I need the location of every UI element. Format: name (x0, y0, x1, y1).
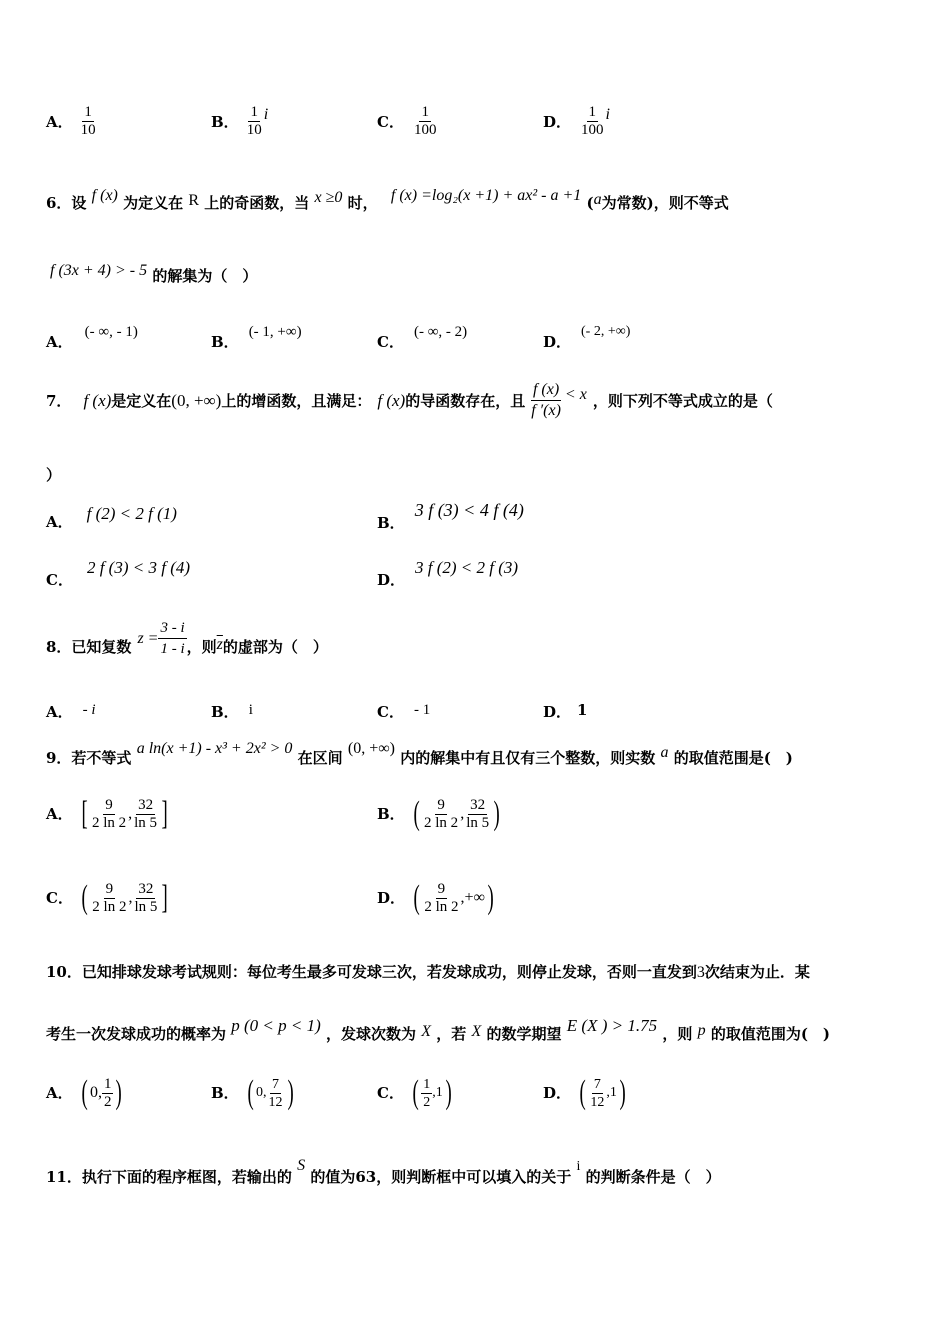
option-label: C． (377, 112, 404, 131)
q10-text: 次结束为止．某 (704, 963, 810, 981)
bracket-left: ( (413, 795, 420, 832)
option-label: B． (377, 805, 405, 823)
option-label: B． (211, 333, 239, 351)
bracket-right: ) (287, 1074, 294, 1111)
q9-option-c[interactable]: C． ( $\frac{9}{2 \ln 2}$ , $\frac{32}{\ln 5}$ ] (46, 879, 169, 916)
option-value: 3 f (3) < 4 f (4) (414, 500, 524, 520)
q9-stem (46, 740, 793, 769)
bracket-left: ( (412, 1074, 419, 1111)
q8-option-b[interactable] (211, 700, 253, 720)
q9-text: 9．若不等式 (46, 749, 132, 767)
fraction (132, 881, 159, 916)
option-value: (- 2, +∞) (581, 324, 631, 339)
denominator: 2 ln 2 (424, 898, 459, 915)
bracket-left: [ (81, 795, 88, 832)
denominator: 2 ln 2 (91, 814, 127, 831)
q6-stem-line2 (50, 262, 258, 287)
option-label: C． (46, 889, 73, 907)
q10-stem-line1 (46, 962, 810, 983)
fraction (422, 797, 460, 832)
option-value: (- ∞, - 1) (84, 323, 138, 340)
option-label: B． (211, 112, 239, 131)
denominator: 10 (80, 122, 96, 138)
bracket-right: ] (161, 795, 168, 832)
option-value: (- 1, +∞) (248, 323, 302, 340)
numerator: 1 (103, 1075, 112, 1092)
q10-option-d[interactable] (543, 1073, 628, 1113)
denominator: ln 5 (134, 898, 158, 915)
numerator: 32 (138, 880, 154, 897)
math-expression: X (421, 1023, 432, 1040)
option-value: - i (82, 701, 96, 718)
option-value: i (248, 701, 253, 718)
q7-text: 7． (46, 392, 72, 410)
fraction (132, 797, 159, 832)
math-expression: 3 (696, 964, 705, 981)
math-expression: f (x) (91, 187, 118, 204)
q6-text: 上的奇函数，当 (204, 194, 310, 212)
q9-text: 的取值范围是( ) (673, 749, 793, 767)
denominator: f ′(x) (531, 402, 561, 419)
numerator: 3 - i (158, 618, 186, 639)
q6-option-d[interactable] (543, 322, 631, 351)
q8-option-a[interactable] (46, 700, 96, 720)
imaginary-unit: i (263, 105, 269, 123)
q6-text: 为定义在 (123, 194, 184, 212)
option-label: A． (46, 513, 73, 531)
q9-option-d[interactable]: D． ( $\frac{9}{2 \ln 2}$ , +∞ ) (377, 879, 494, 916)
q9-text: 内的解集中有且仅有三个整数，则实数 (400, 749, 656, 767)
option-label: B． (377, 513, 405, 532)
q5-option-b[interactable] (211, 104, 268, 139)
q11-text: 的判断条件是（ ） (585, 1168, 721, 1186)
q5-option-c[interactable] (377, 104, 438, 139)
numerator: 1 (421, 104, 429, 120)
option-label: B． (211, 703, 239, 721)
q10-option-c[interactable] (377, 1073, 454, 1113)
fraction (422, 881, 460, 916)
q8-text: ，则 (186, 638, 217, 656)
math-expression: X (471, 1023, 482, 1040)
math-expression: x ≥0 (314, 189, 343, 206)
math-expression: a ln(x +1) - x³ + 2x² > 0 (136, 740, 293, 757)
q7-text: ，则下列不等式成立的是（ (592, 392, 773, 410)
denominator: 100 (413, 122, 437, 138)
math-expression: p (0 < p < 1) (231, 1016, 321, 1035)
denominator: 1 - i (160, 641, 185, 657)
q10-option-b[interactable] (211, 1073, 296, 1113)
option-value: 1 (577, 701, 588, 719)
option-label: C． (377, 333, 404, 351)
q10-text: 10．已知排球发球考试规则：每位考生最多可发球三次，若发球成功，则停止发球，否则一直发到 (46, 963, 697, 981)
denominator: 2 (103, 1093, 112, 1110)
q8-text: 8．已知复数 (46, 638, 132, 656)
q7-option-c[interactable] (46, 558, 191, 589)
math-expression: p (697, 1022, 706, 1039)
option-label: B． (211, 1084, 239, 1102)
numerator: 32 (138, 796, 154, 813)
q10-text: 的取值范围为( ) (710, 1025, 831, 1043)
math-expression: (0, +∞) (171, 390, 222, 410)
q6-text: ( (586, 194, 594, 212)
denominator: 12 (268, 1094, 283, 1110)
fraction (588, 1076, 606, 1111)
bracket-right: ) (487, 879, 494, 916)
bracket-left: ( (579, 1074, 586, 1111)
fraction (245, 104, 264, 139)
option-label: A． (46, 805, 73, 823)
option-label: D． (543, 333, 572, 351)
q10-text: ，发球次数为 (326, 1025, 417, 1043)
option-label: D． (543, 1084, 572, 1102)
bracket-left: ( (413, 879, 420, 916)
q7-stem-line2: ） (46, 466, 62, 484)
option-label: A． (46, 112, 73, 131)
q8-text: 的虚部为（ ） (222, 638, 328, 656)
math-expression: (0, +∞) (347, 740, 395, 757)
math-expression: S (297, 1157, 306, 1174)
bracket-right: ) (445, 1074, 452, 1111)
bracket-left: ( (81, 1074, 88, 1111)
q10-option-a[interactable] (46, 1073, 125, 1113)
q9-text: 在区间 (297, 749, 343, 767)
fraction (90, 797, 128, 832)
option-value: 2 f (3) < 3 f (4) (86, 558, 191, 577)
fraction (90, 881, 128, 916)
option-value: 0, (256, 1085, 267, 1100)
option-value: 0, (89, 1084, 102, 1101)
q6-option-c[interactable] (377, 322, 468, 351)
numerator: 1 (250, 104, 258, 120)
option-label: A． (46, 333, 73, 351)
q7-option-b[interactable] (377, 500, 524, 532)
bracket-right: ] (161, 879, 169, 916)
q6-text: 的解集为（ ） (152, 267, 258, 285)
math-expression: f (x) (377, 390, 406, 410)
q6-text: 时， (347, 194, 378, 212)
q11-text: 的值为63，则判断框中可以填入的关于 (310, 1168, 572, 1186)
fraction (529, 380, 563, 421)
numerator: 9 (105, 880, 114, 897)
q10-text: 的数学期望 (486, 1025, 562, 1043)
q7-stem-line1 (46, 380, 773, 421)
q8-option-d[interactable] (543, 700, 587, 720)
bracket-right: ) (493, 795, 500, 832)
q6-text: 为常数)，则不等式 (601, 194, 729, 212)
numerator: 7 (593, 1076, 601, 1092)
numerator: 7 (272, 1076, 280, 1092)
option-value: f (2) < 2 f (1) (86, 504, 177, 523)
q10-text: ，若 (436, 1025, 467, 1043)
denominator: 2 (423, 1094, 431, 1110)
math-expression: a (660, 744, 669, 761)
option-label: D． (377, 889, 406, 907)
math-expression: f (x) =log₂(x +1) + ax² - a +1 (390, 187, 582, 204)
denominator: 10 (246, 122, 262, 138)
option-label: D． (543, 703, 572, 721)
numerator: 32 (470, 796, 486, 813)
math-expression: a (593, 191, 602, 208)
numerator: 1 (84, 104, 92, 120)
fraction (464, 797, 491, 832)
option-label: C． (46, 571, 73, 589)
q5-option-d[interactable] (543, 104, 610, 139)
option-label: A． (46, 1084, 73, 1102)
q8-stem (46, 618, 328, 659)
q7-option-d[interactable] (377, 558, 519, 589)
option-value: ,1 (432, 1085, 443, 1100)
q9-option-b[interactable]: B． ( $\frac{9}{2 \ln 2}$ , $\frac{32}{\ln 5}$ ) (377, 795, 500, 832)
fraction (267, 1076, 285, 1111)
fraction (579, 104, 606, 139)
denominator: 2 ln 2 (424, 814, 459, 831)
q6-stem-line1 (46, 187, 729, 214)
imaginary-unit: i (605, 105, 610, 123)
denominator: ln 5 (466, 814, 490, 831)
numerator: 9 (437, 796, 445, 813)
math-expression: z = (137, 629, 159, 647)
q7-text: 是定义在 (111, 392, 172, 410)
q10-stem-line2 (46, 1016, 831, 1045)
option-value: (- ∞, - 2) (413, 323, 468, 340)
math-expression: f (3x + 4) > - 5 (50, 262, 148, 279)
fraction (412, 104, 439, 139)
math-expression: i (576, 1159, 581, 1174)
q9-option-a[interactable]: A． [ $\frac{9}{2 \ln 2}$ , $\frac{32}{\ln 5}$ ] (46, 795, 168, 832)
fraction (79, 104, 98, 139)
math-expression: R (188, 192, 200, 209)
q7-option-a[interactable] (46, 504, 177, 531)
fraction (158, 618, 186, 659)
denominator: 100 (581, 122, 604, 138)
q7-text: 上的增函数，且满足： (221, 392, 372, 410)
q10-text: ，则 (662, 1025, 693, 1043)
q6-option-b[interactable] (211, 322, 302, 351)
numerator: 9 (437, 880, 446, 897)
numerator: f (x) (531, 380, 561, 401)
numerator: 1 (423, 1076, 431, 1092)
bracket-left: ( (81, 879, 88, 916)
q8-option-c[interactable] (377, 700, 430, 720)
q10-text: 考生一次发球成功的概率为 (46, 1025, 227, 1043)
q5-option-a[interactable] (46, 104, 98, 139)
question-11 (46, 1157, 721, 1189)
option-label: C． (377, 703, 404, 721)
math-expression: f (x) (83, 390, 112, 410)
option-value: - 1 (413, 701, 431, 718)
fraction (102, 1076, 114, 1111)
bracket-right: ) (619, 1074, 626, 1111)
option-label: C． (377, 1084, 404, 1102)
fraction (421, 1076, 432, 1111)
q11-text: 11．执行下面的程序框图，若输出的 (46, 1168, 292, 1186)
numerator: 9 (105, 796, 113, 813)
numerator: 1 (588, 104, 597, 120)
option-label: D． (377, 571, 406, 589)
denominator: 2 ln 2 (92, 898, 127, 915)
option-label: A． (46, 703, 73, 721)
math-expression: $\overline{z}$ (216, 635, 223, 653)
q7-text: 的导函数存在，且 (405, 392, 526, 410)
option-value: ,1 (606, 1085, 617, 1100)
q6-text: 6．设 (46, 194, 87, 212)
bracket-left: ( (247, 1074, 254, 1111)
option-label: D． (543, 112, 572, 131)
option-value: +∞ (464, 889, 485, 906)
option-value: 3 f (2) < 2 f (3) (415, 558, 519, 577)
denominator: ln 5 (134, 814, 158, 831)
math-expression: E (X ) > 1.75 (566, 1016, 658, 1035)
denominator: 12 (590, 1094, 605, 1110)
bracket-right: ) (116, 1074, 123, 1111)
math-expression: < x (564, 385, 587, 403)
q6-option-a[interactable] (46, 322, 138, 351)
